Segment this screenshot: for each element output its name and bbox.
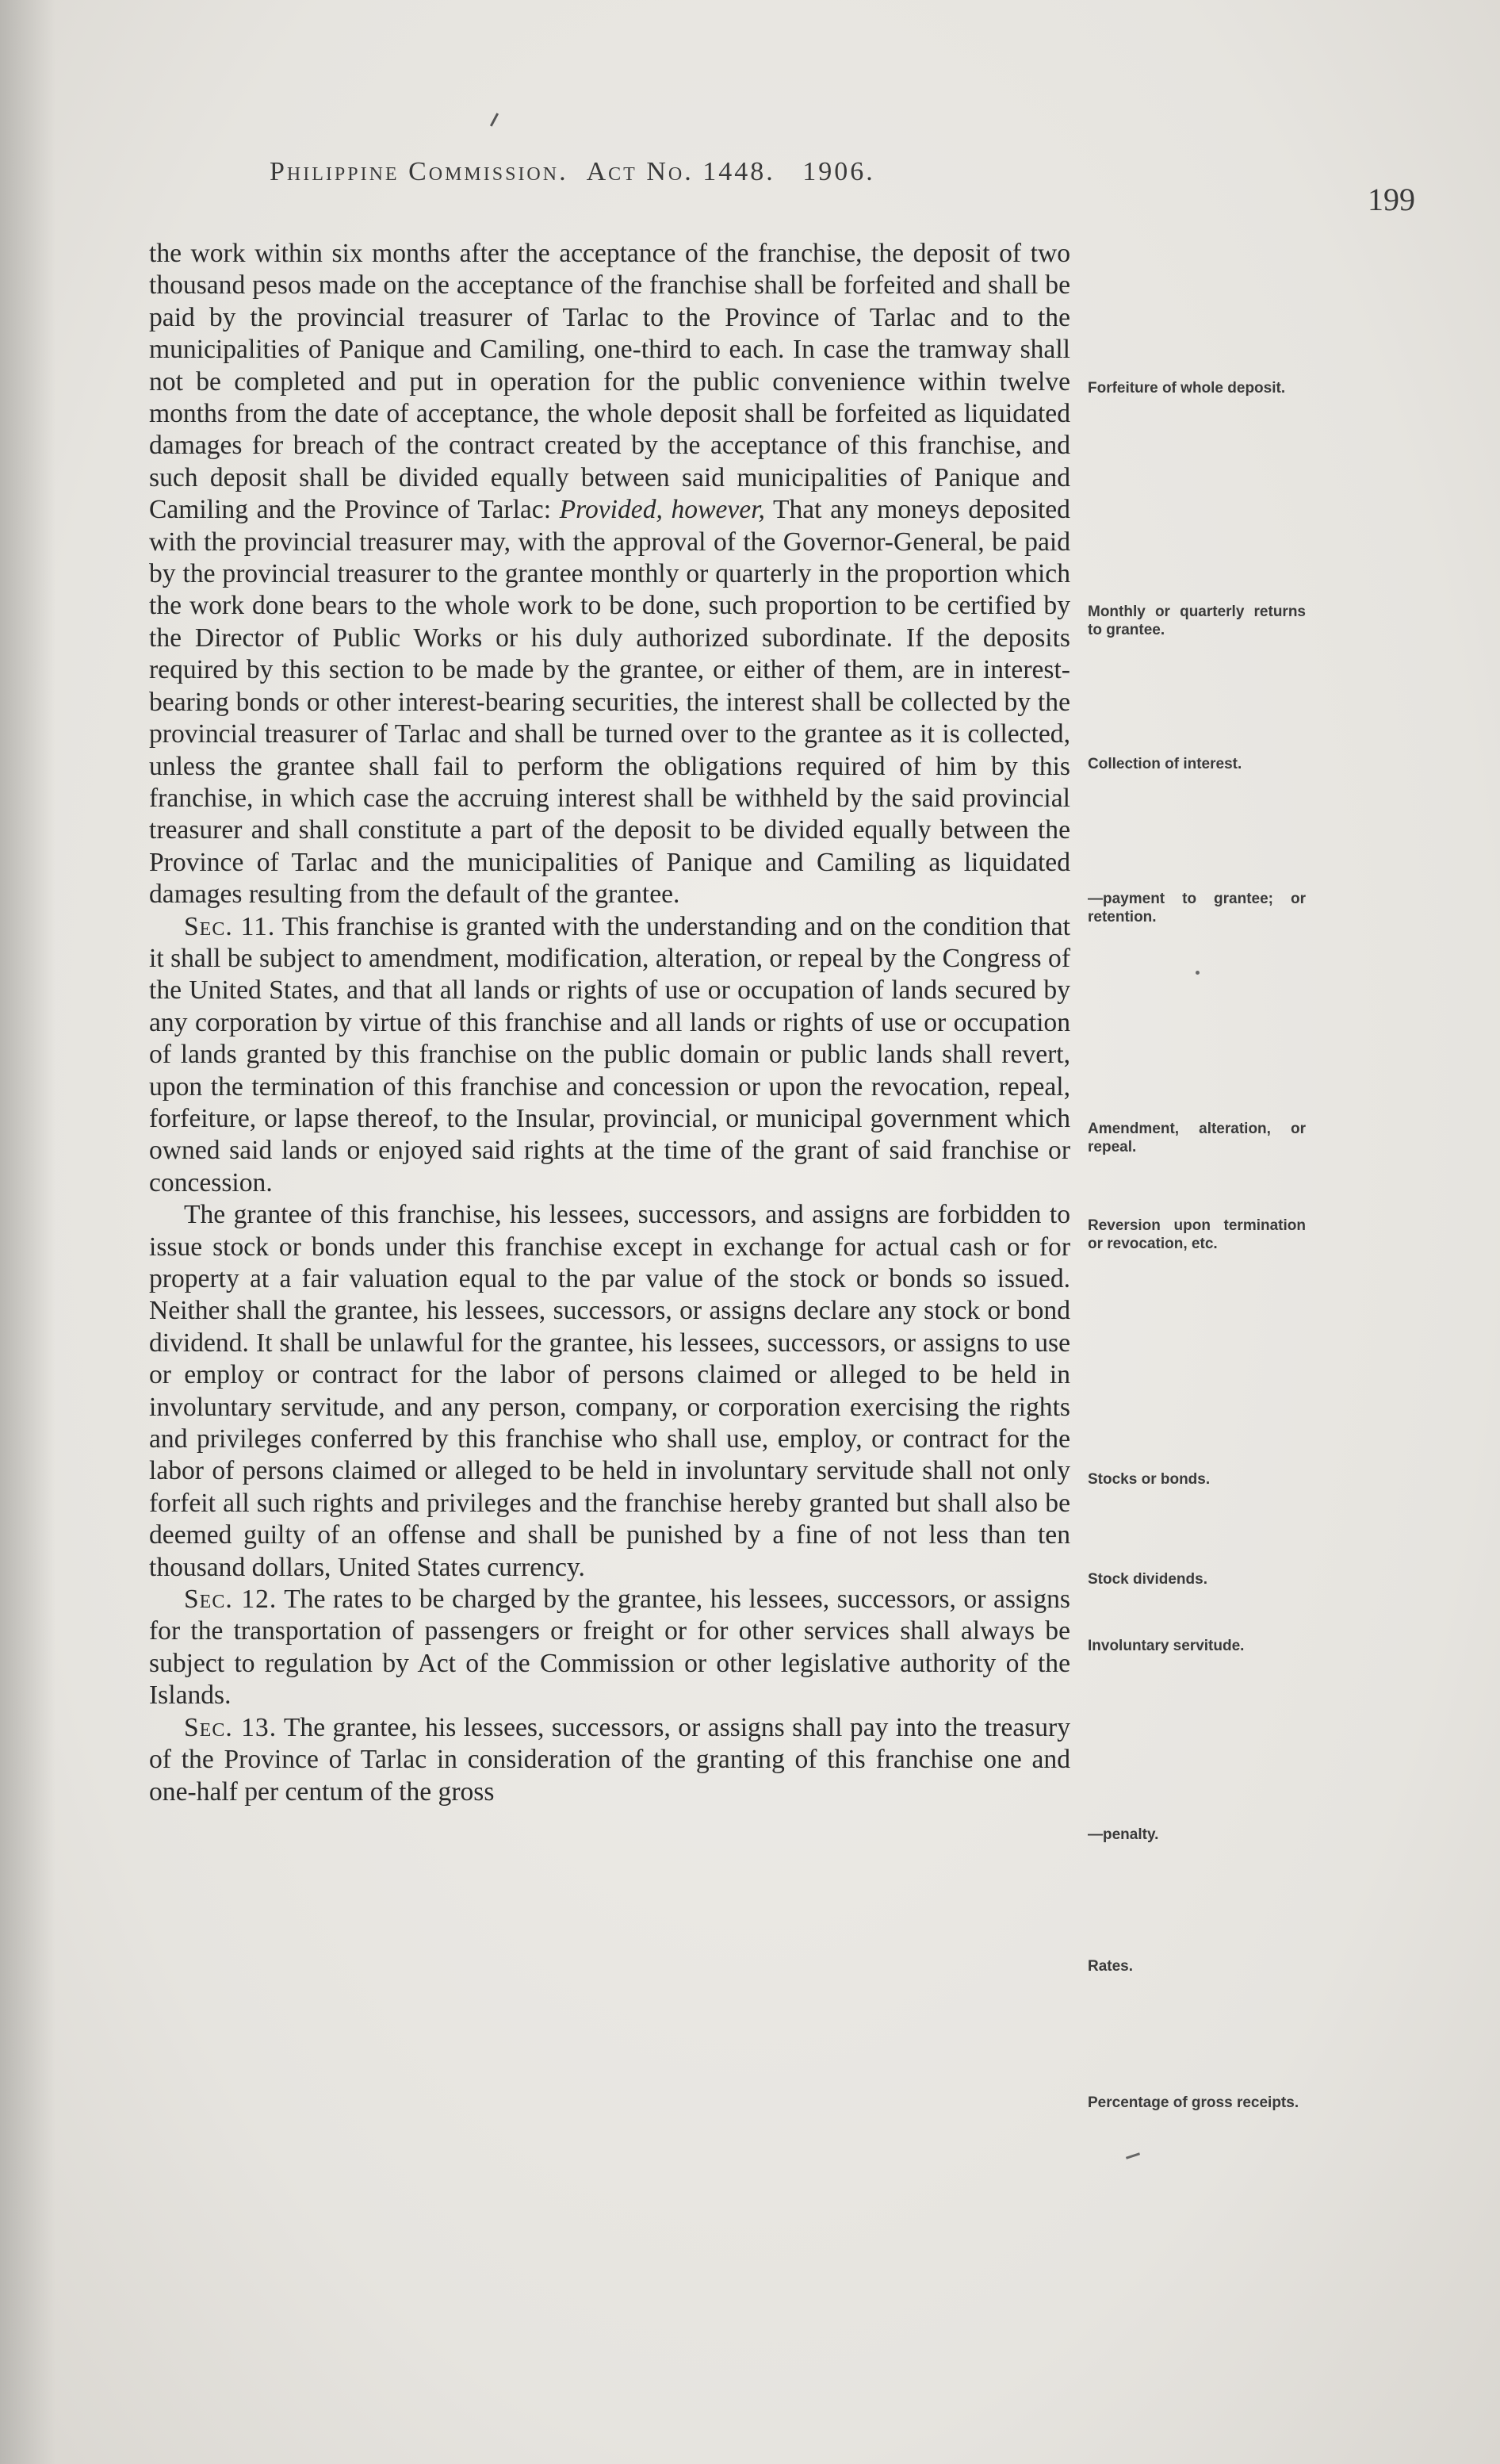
margin-note-amendment: Amendment, alteration, or repeal. bbox=[1088, 1121, 1306, 1155]
margin-note-payment: —payment to grantee; or retention. bbox=[1088, 891, 1306, 925]
margin-note-percentage: Percentage of gross receipts. bbox=[1088, 2094, 1299, 2111]
section-13-label: Sec. 13. bbox=[184, 1712, 277, 1742]
section-13-text: The grantee, his lessees, successors, or assigns shall pay into the treasury of the Province of Tarlac in consideration of the granting of this franchise one and one-half per centum of the gross bbox=[149, 1712, 1070, 1807]
margin-note-involuntary-servitude: Involuntary servitude. bbox=[1088, 1638, 1245, 1654]
margin-note-stocks-bonds: Stocks or bonds. bbox=[1088, 1471, 1211, 1488]
margin-note-monthly-returns: Monthly or quarterly returns to grantee. bbox=[1088, 604, 1306, 638]
paragraph-stocks-servitude: The grantee of this franchise, his lessees, successors, and assigns are forbidden to issue stock or bonds under this franchise except in exchange for actual cash or for property at a fair valuation equal to the par value of the stock or bonds so issued. Neither shall the grantee, his lessees, successors, or assigns declare any stock or bond dividend. It shall be unlawful for the grantee, his lessees, successors, or assigns to use or employ or contract for the labor of persons claimed or alleged to be held in involuntary servitude, and any person, company, or corporation exercising the rights and privileges conferred by this franchise who shall use, employ, or contract for the labor of persons claimed or alleged to be held in involuntary servitude shall not only forfeit all such rights and privileges and the franchise hereby granted but shall also be deemed guilty of an offense and shall be punished by a fine of not less than ten thousand dollars, United States currency. bbox=[149, 1200, 1070, 1582]
section-11-label: Sec. 11. bbox=[184, 911, 276, 941]
page-number: 199 bbox=[1368, 182, 1415, 217]
margin-note-stock-dividends: Stock dividends. bbox=[1088, 1571, 1207, 1588]
header-commission: Philippine Commission. bbox=[270, 157, 568, 186]
section-12-text: The rates to be charged by the grantee, his lessees, successors, or assigns for the transportation of passengers or freight or for other services shall always be subject to regulation by Act of the Commission or other legislative authority of the Islands. bbox=[149, 1585, 1070, 1711]
margin-note-penalty: —penalty. bbox=[1088, 1826, 1159, 1843]
stray-ink-dot bbox=[1196, 971, 1200, 975]
margin-note-interest: Collection of interest. bbox=[1088, 756, 1242, 772]
header-act-number: Act No. 1448. bbox=[586, 157, 775, 186]
section-11-text: This franchise is granted with the understanding and on the condition that it shall be subject to amendment, modification, alteration, or repeal by the Congress of the United States, and that all lands or rights of use or occupation of lands secured by any corporation by virtue of this franchise and all lands or rights of use or occupation of lands granted by this franchise on the public domain or public lands shall revert, upon the termination of this franchise and concession or upon the revocation, repeal, forfeiture, or lapse thereof, to the Insular, provincial, or municipal government which owned said lands or enjoyed said rights at the time of the grant of said franchise or concession. bbox=[149, 911, 1070, 1198]
margin-note-reversion: Reversion upon termination or revocation, etc. bbox=[1088, 1217, 1306, 1252]
paragraph-deposit-forfeiture: the work within six months after the acceptance of the franchise, the deposit of two thousand pesos made on the acceptance of the franchise shall be forfeited and shall be paid by the provincial treasurer of Tarlac to the Province of Tarlac and to the municipalities of Panique and Camiling, one-third to each. In case the tramway shall not be completed and put in operation for the public convenience within twelve months from the date of acceptance, the whole deposit shall be forfeited as liquidated damages for breach of the contract created by the acceptance of this franchise, and such deposit shall be divided equally between said municipalities of Panique and Camiling and the Province of Tarlac: Provided, however, That any moneys deposited with the provincial treasurer may, with the approval of the Governor-General, be paid by the provincial treasurer to the grantee monthly or quarterly in the proportion which the work done bears to the whole work to be done, such proportion to be certified by the Director of Public Works or his duly authorized subordinate. If the deposits required by this section to be made by the grantee, or either of them, are in interest-bearing bonds or other interest-bearing securities, the interest shall be collected by the provincial treasurer of Tarlac and shall be turned over to the grantee as it is collected, unless the grantee shall fail to perform the obligations required of him by this franchise, in which case the accruing interest shall be withheld by the said provincial treasurer and shall constitute a part of the deposit to be divided equally between the Province of Tarlac and the municipalities of Panique and Camiling as liquidated damages resulting from the default of the grantee. bbox=[149, 239, 1070, 910]
proviso-italic: Provided, however, bbox=[559, 495, 765, 525]
header-year: 1906. bbox=[802, 157, 875, 186]
margin-note-rates: Rates. bbox=[1088, 1958, 1134, 1975]
section-12-label: Sec. 12. bbox=[184, 1585, 277, 1615]
margin-note-forfeiture: Forfeiture of whole deposit. bbox=[1088, 380, 1286, 397]
